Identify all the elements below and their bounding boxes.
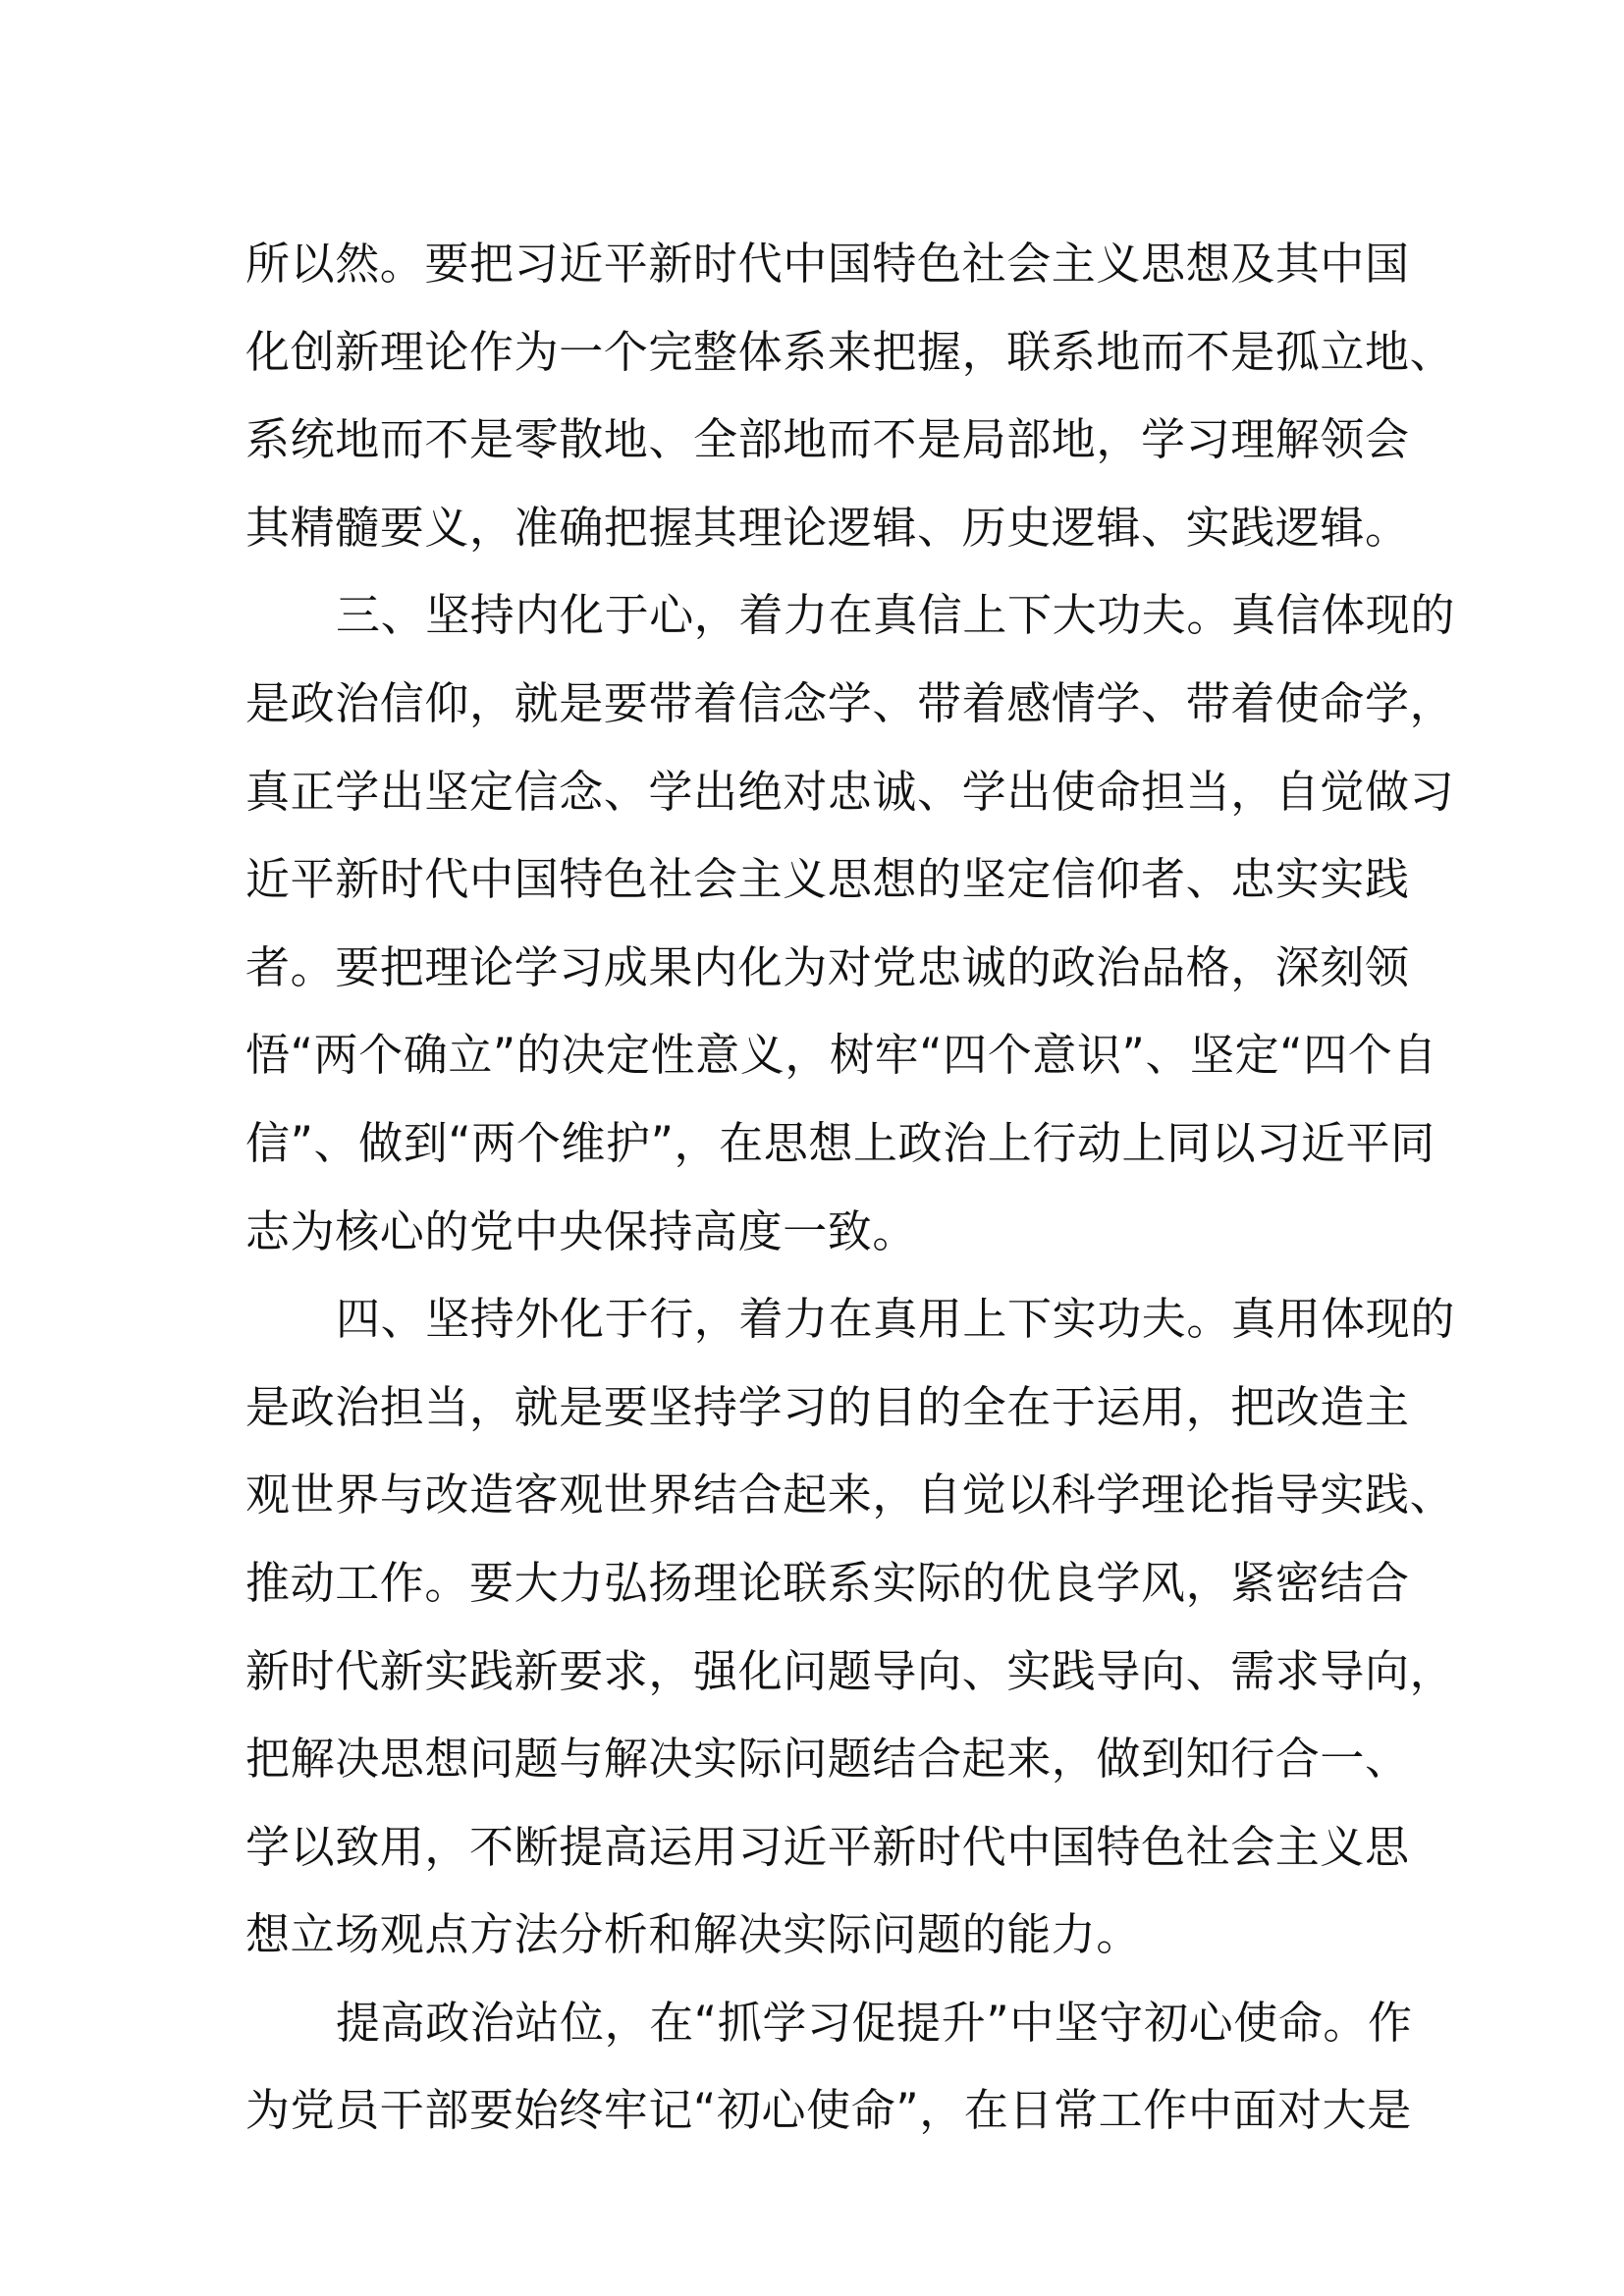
text-line-10: 悟“两个确立”的决定性意义，树牢“四个意识”、坚定“四个自 [245, 1029, 1437, 1082]
text-line-13: 四、坚持外化于行，着力在真用上下实功夫。真用体现的 [336, 1293, 1456, 1346]
text-line-8: 近平新时代中国特色社会主义思想的坚定信仰者、忠实实践 [245, 853, 1410, 906]
text-line-4: 其精髓要义，准确把握其理论逻辑、历史逻辑、实践逻辑。 [245, 501, 1410, 554]
text-line-5: 三、坚持内化于心，着力在真信上下大功夫。真信体现的 [336, 589, 1456, 642]
text-line-9: 者。要把理论学习成果内化为对党忠诚的政治品格，深刻领 [245, 940, 1410, 993]
text-line-18: 把解决思想问题与解决实际问题结合起来，做到知行合一、 [245, 1733, 1410, 1786]
text-line-22: 为党员干部要始终牢记“初心使命”，在日常工作中面对大是 [245, 2084, 1412, 2137]
text-line-19: 学以致用，不断提高运用习近平新时代中国特色社会主义思 [245, 1820, 1410, 1873]
text-line-20: 想立场观点方法分析和解决实际问题的能力。 [245, 1908, 1142, 1961]
text-line-11: 信”、做到“两个维护”，在思想上政治上行动上同以习近平同 [245, 1116, 1435, 1169]
text-line-6: 是政治信仰，就是要带着信念学、带着感情学、带着使命学， [245, 676, 1455, 729]
text-line-14: 是政治担当，就是要坚持学习的目的全在于运用，把改造主 [245, 1380, 1410, 1433]
text-line-15: 观世界与改造客观世界结合起来，自觉以科学理论指导实践、 [245, 1468, 1455, 1522]
text-line-2: 化创新理论作为一个完整体系来把握，联系地而不是孤立地、 [245, 325, 1455, 378]
body-text [245, 220, 1456, 2155]
text-line-17: 新时代新实践新要求，强化问题导向、实践导向、需求导向， [245, 1644, 1455, 1697]
text-line-3: 系统地而不是零散地、全部地而不是局部地，学习理解领会 [245, 413, 1410, 466]
text-line-16: 推动工作。要大力弘扬理论联系实际的优良学风，紧密结合 [245, 1556, 1410, 1609]
text-line-21: 提高政治站位，在“抓学习促提升”中坚守初心使命。作 [336, 1996, 1413, 2049]
text-line-7: 真正学出坚定信念、学出绝对忠诚、学出使命担当，自觉做习 [245, 765, 1455, 818]
text-line-1: 所以然。要把习近平新时代中国特色社会主义思想及其中国 [245, 238, 1410, 290]
text-line-12: 志为核心的党中央保持高度一致。 [245, 1204, 918, 1257]
